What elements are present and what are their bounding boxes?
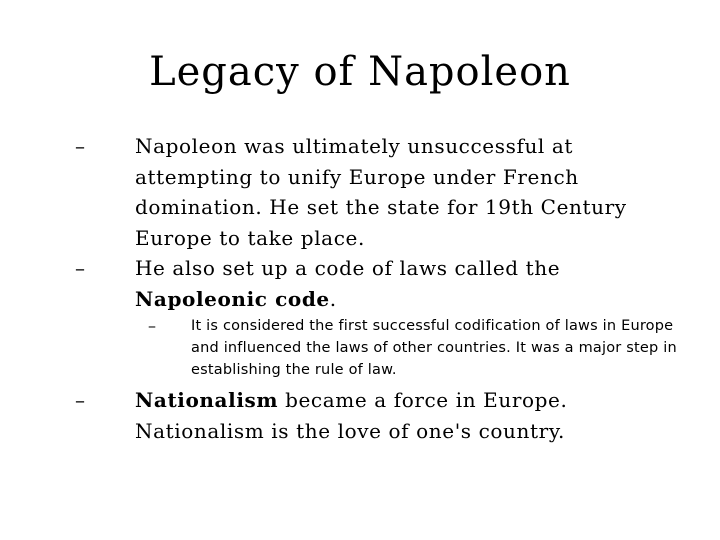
bullet-marker: – <box>75 256 85 280</box>
bullet-code-of-laws <box>135 253 695 314</box>
bullet-nationalism <box>135 385 695 446</box>
sub-bullet-codification: It is considered the first successful codification of laws in Europe and influenced the laws of other countries. It was a major step in establishing the rule of law. <box>191 318 677 378</box>
nationalism-term: Nationalism <box>135 388 279 412</box>
bullet-text: became a force in Europe. Nationalism is the love of one's country. <box>135 388 568 443</box>
slide-title: Legacy of Napoleon <box>149 49 571 95</box>
bullet-marker: – <box>75 388 85 412</box>
bullet-unify-europe: Napoleon was ultimately unsuccessful at attempting to unify Europe under French domination. He set the state for 19th Century Europe to take place. <box>135 134 627 250</box>
bullet-marker: – <box>75 134 85 158</box>
napoleonic-code-term: Napoleonic code <box>135 286 330 311</box>
sub-bullet-marker: – <box>148 316 156 335</box>
bullet-text: He also set up a code of laws called the <box>135 256 561 280</box>
bullet-text: . <box>329 286 337 311</box>
